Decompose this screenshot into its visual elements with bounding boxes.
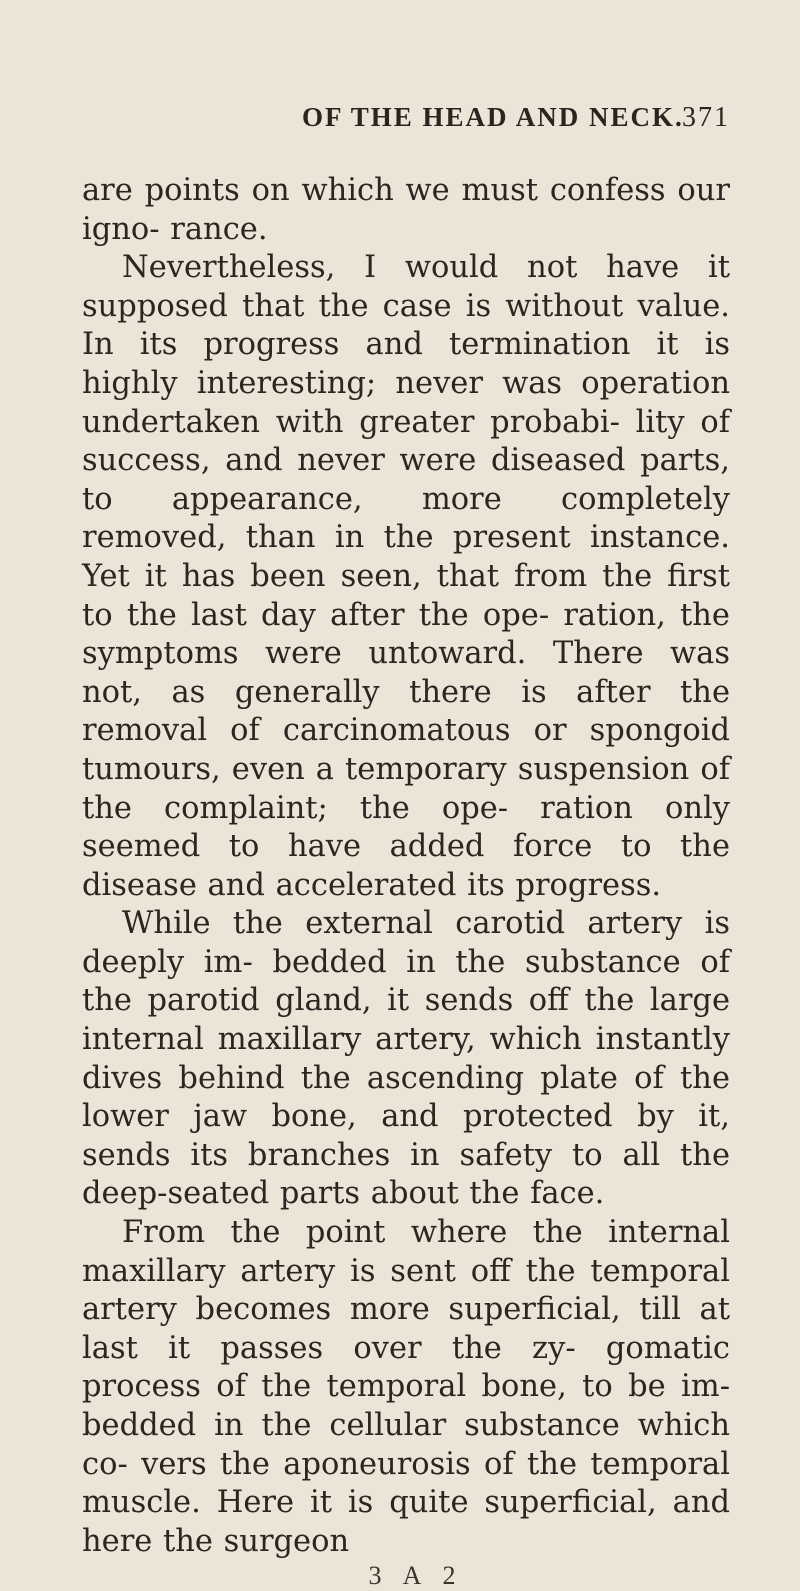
paragraph-external-carotid: While the external carotid artery is deeply im- bedded in the substance of the parotid gland, it sends off the large internal maxillary artery, which instantly dives behind the ascending plate of the lower jaw bone, and protected by it, sends its branches in safety to all the deep-seated parts about the face. — [82, 906, 730, 1212]
running-title: OF THE HEAD AND NECK. — [302, 102, 684, 132]
paragraph-nevertheless: Nevertheless, I would not have it supposed that the case is without value. In its progress and termination it is highly interesting; never was operation undertaken with greater probabi- lity of success, and never were diseased parts, to appearance, more completely removed, than in the present instance. Yet it has been seen, that from the first to the last day after the ope- ration, the symptoms were untoward. There was not, as generally there is after the removal of carcinomatous or spongoid tumours, even a temporary suspension of the complaint; the ope- ration only seemed to have added force to the disease and accelerated its progress. — [82, 250, 730, 903]
signature-mark: 3 A 2 — [368, 1561, 464, 1591]
paragraph-temporal-artery: From the point where the internal maxillary artery is sent off the temporal artery becomes more superficial, till at last it passes over the zy- gomatic process of the temporal bone, to be im- bedded in the cellular substance which co- vers the aponeurosis of the temporal muscle. Here it is quite superficial, and here the surgeon — [82, 1215, 730, 1559]
book-page — [0, 102, 800, 1591]
body-text — [82, 172, 730, 1561]
running-head — [82, 102, 730, 162]
paragraph-continuation: are points on which we must confess our igno- rance. — [82, 173, 730, 247]
page-number: 371 — [682, 102, 730, 133]
